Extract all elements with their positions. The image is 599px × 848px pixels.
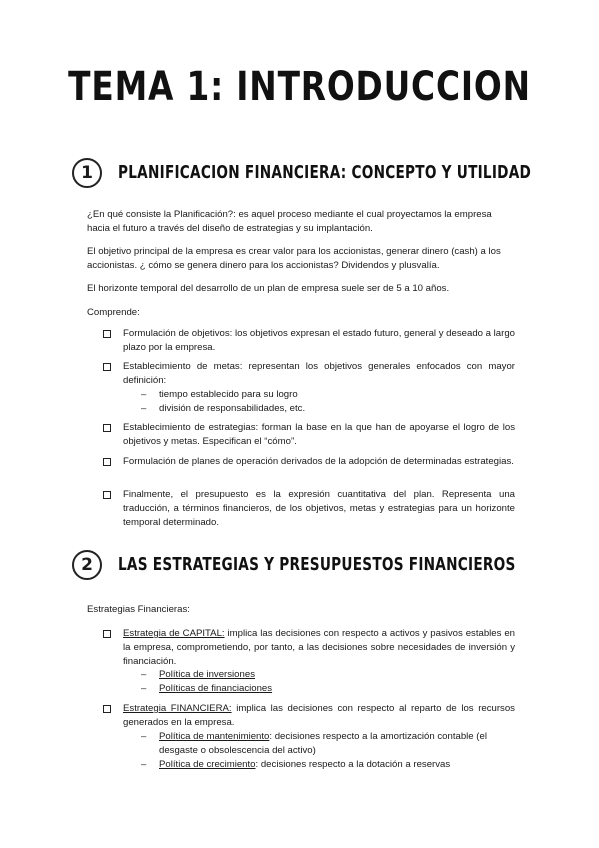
financial-strategy-text: implica las decisiones con respecto al reparto de los recursos generados en la empresa. bbox=[123, 703, 515, 729]
sub-list-item bbox=[141, 758, 515, 772]
list-item bbox=[103, 421, 515, 449]
list-item bbox=[103, 488, 515, 531]
page-title: TEMA 1: INTRODUCCION bbox=[68, 64, 531, 110]
list-item bbox=[103, 702, 515, 730]
paragraph-comprende: Comprende: bbox=[87, 307, 140, 318]
sub-list-item-text bbox=[159, 730, 515, 758]
paragraph-estrategias-intro: Estrategias Financieras: bbox=[87, 604, 190, 615]
list-item bbox=[103, 455, 515, 469]
sub-list-item bbox=[141, 402, 515, 416]
sub-list-item-text: Políticas de financiaciones bbox=[159, 683, 273, 694]
sub-list-item-text: tiempo establecido para su logro bbox=[159, 389, 298, 400]
list-item-text: Formulación de planes de operación derivados de la adopción de determinadas estrategias. bbox=[123, 456, 514, 467]
list-item-text bbox=[123, 702, 515, 730]
checkbox-bullet-icon bbox=[103, 491, 111, 499]
sub-list-item bbox=[141, 388, 515, 402]
list-item bbox=[103, 327, 515, 355]
section-1-header bbox=[72, 156, 599, 190]
section-1-heading: PLANIFICACION FINANCIERA: CONCEPTO Y UTILIDAD bbox=[118, 163, 532, 183]
checkbox-bullet-icon bbox=[103, 705, 111, 713]
capital-strategy-label: Estrategia de CAPITAL: bbox=[123, 628, 225, 639]
maintenance-policy-text: : decisiones respecto a la amortización contable (el desgaste o obsolescencia del activo) bbox=[159, 731, 487, 757]
section-2-heading: LAS ESTRATEGIAS Y PRESUPUESTOS FINANCIEROS bbox=[118, 555, 516, 575]
growth-policy-label: Política de crecimiento bbox=[159, 759, 256, 770]
capital-strategy-text: implica las decisiones con respecto a activos y pasivos estables en la empresa, comprometiendo, por tanto, a las decisiones sobre necesidades de inversión y financiación. bbox=[123, 628, 515, 668]
section-2-header bbox=[72, 548, 599, 582]
paragraph-objetivo: El objetivo principal de la empresa es crear valor para los accionistas, generar dinero (cash) a los accionistas. ¿ cómo se genera dinero para los accionistas? Dividendos y plusvalía. bbox=[87, 246, 501, 272]
checkbox-bullet-icon bbox=[103, 330, 111, 338]
list-item-text: Formulación de objetivos: los objetivos expresan el estado futuro, general y deseado a largo plazo por la empresa. bbox=[123, 328, 515, 354]
dash-bullet: – bbox=[141, 759, 147, 770]
sub-list-item-text: división de responsabilidades, etc. bbox=[159, 403, 306, 414]
paragraph-planificacion: ¿En qué consiste la Planificación?: es aquel proceso mediante el cual proyectamos la empresa hacia el futuro a través del diseño de estrategias y su implantación. bbox=[87, 209, 492, 235]
growth-policy-text: : decisiones respecto a la dotación a reservas bbox=[255, 759, 451, 770]
dash-bullet: – bbox=[141, 669, 147, 680]
sub-list-item-text bbox=[159, 758, 515, 772]
list-item-text: Establecimiento de estrategias: forman la base en la que han de apoyarse el logro de los objetivos y metas. Especifican el “cómo”. bbox=[123, 422, 515, 448]
section-2-number: 2 bbox=[72, 550, 102, 580]
list-item bbox=[103, 360, 515, 388]
sub-list-item bbox=[141, 682, 515, 696]
dash-bullet: – bbox=[141, 403, 147, 414]
financial-strategy-label: Estrategia FINANCIERA: bbox=[123, 703, 232, 714]
dash-bullet: – bbox=[141, 731, 147, 742]
list-item-text: Finalmente, el presupuesto es la expresión cuantitativa del plan. Representa una traducción, a términos financieros, de los objetivos, metas y estrategias para un horizonte temporal determinado. bbox=[123, 489, 515, 529]
checkbox-bullet-icon bbox=[103, 458, 111, 466]
paragraph-horizonte: El horizonte temporal del desarrollo de un plan de empresa suele ser de 5 a 10 años. bbox=[87, 283, 450, 294]
list-item-text: Establecimiento de metas: representan los objetivos generales enfocados con mayor definición: bbox=[123, 361, 515, 387]
checkbox-bullet-icon bbox=[103, 363, 111, 371]
dash-bullet: – bbox=[141, 389, 147, 400]
sub-list-item-text: Política de inversiones bbox=[159, 669, 255, 680]
sub-list-item bbox=[141, 668, 515, 682]
list-item bbox=[103, 627, 515, 670]
dash-bullet: – bbox=[141, 683, 147, 694]
list-item-text bbox=[123, 627, 515, 670]
maintenance-policy-label: Política de mantenimiento bbox=[159, 731, 270, 742]
checkbox-bullet-icon bbox=[103, 630, 111, 638]
checkbox-bullet-icon bbox=[103, 424, 111, 432]
section-1-number: 1 bbox=[72, 158, 102, 188]
sub-list-item bbox=[141, 730, 515, 758]
